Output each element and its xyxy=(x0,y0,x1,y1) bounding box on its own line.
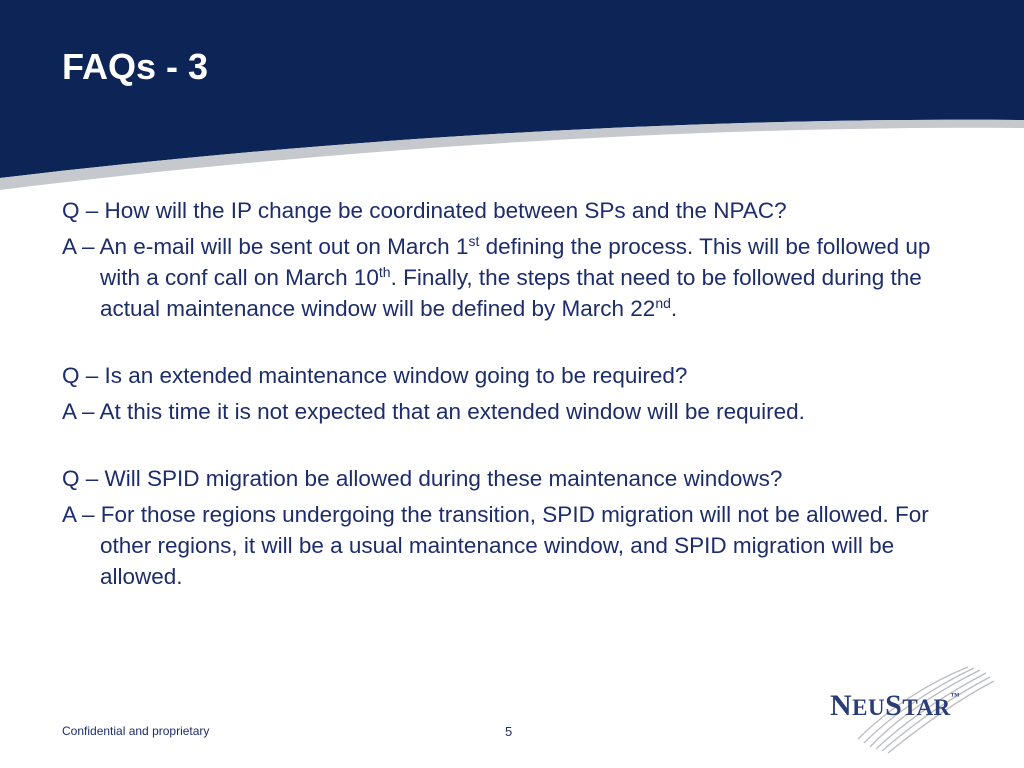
logo-wordmark xyxy=(830,689,960,723)
spacer xyxy=(62,432,962,463)
page-number: 5 xyxy=(505,724,513,739)
confidential-label: Confidential and proprietary xyxy=(62,724,210,738)
faq-answer xyxy=(62,231,962,324)
logo-letter: EU xyxy=(852,695,886,720)
answer-text: . xyxy=(670,296,678,321)
faq-answer xyxy=(62,499,962,592)
faq-question: Q – How will the IP change be coordinated between SPs and the NPAC? xyxy=(62,198,787,223)
logo-letter: TAR xyxy=(902,695,951,720)
spacer xyxy=(62,329,962,360)
faq-question: Q – Will SPID migration be allowed during these maintenance windows? xyxy=(62,466,783,491)
header-background xyxy=(0,0,1024,200)
answer-text: defining the process. This will be followed up with a conf call on March 10 xyxy=(100,234,931,290)
answer-text: A – At this time it is not expected that an extended window will be required. xyxy=(62,399,805,424)
faq-list xyxy=(62,195,962,597)
ordinal-suffix: nd xyxy=(655,295,671,311)
header-banner xyxy=(0,0,1024,200)
neustar-logo xyxy=(830,665,1010,755)
faq-answer xyxy=(62,396,962,427)
answer-text: A – An e-mail will be sent out on March 1 xyxy=(62,234,469,259)
faq-item xyxy=(62,360,962,427)
slide-title: FAQs - 3 xyxy=(62,46,209,87)
trademark-symbol: ™ xyxy=(950,691,961,701)
logo-letter: S xyxy=(885,689,903,722)
answer-text: . Finally, the steps that need to be followed during the actual maintenance window will be defined by March 22 xyxy=(100,265,922,321)
answer-text: A – For those regions undergoing the transition, SPID migration will not be allowed. For other regions, it will be a usual maintenance window, and SPID migration will be allowed. xyxy=(62,502,929,589)
ordinal-suffix: st xyxy=(468,233,480,249)
ordinal-suffix: th xyxy=(378,264,391,280)
faq-item xyxy=(62,463,962,592)
logo-letter: N xyxy=(830,689,853,722)
faq-question: Q – Is an extended maintenance window going to be required? xyxy=(62,363,688,388)
faq-item xyxy=(62,195,962,324)
